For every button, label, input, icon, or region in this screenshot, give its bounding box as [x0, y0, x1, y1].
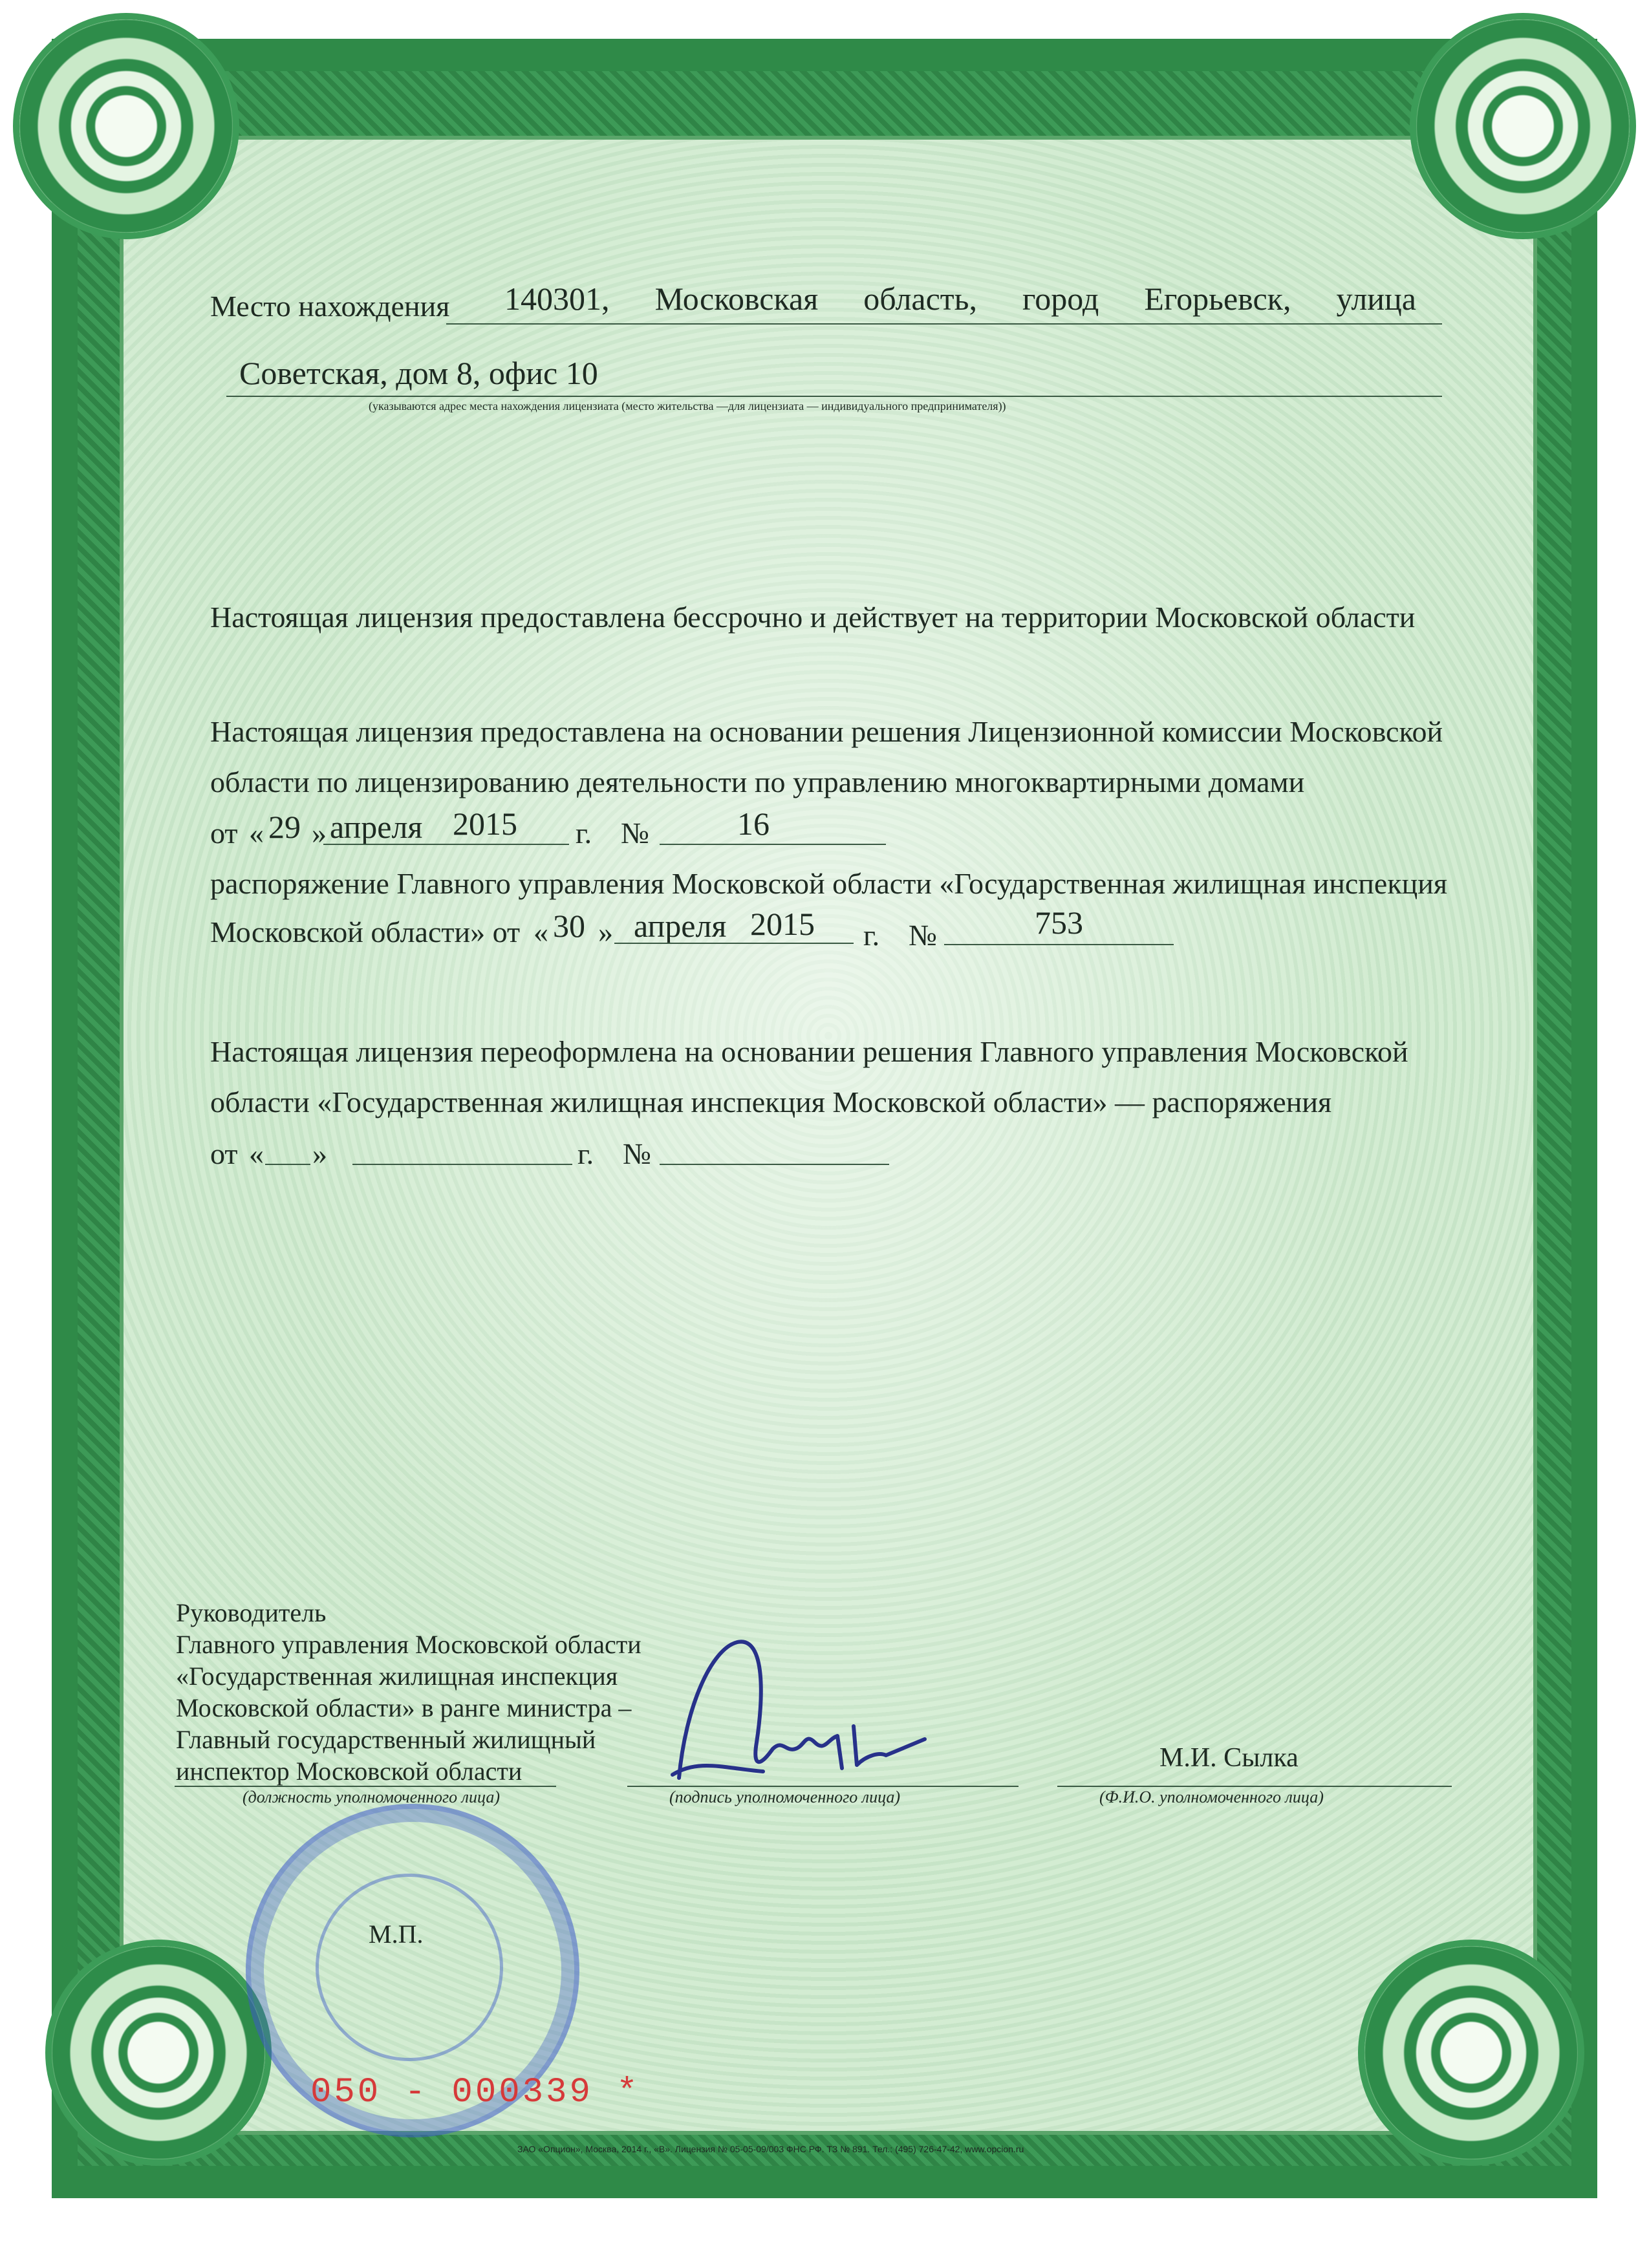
decision-from: от: [210, 817, 238, 850]
underline: [627, 1786, 1018, 1787]
address-word: Егорьевск,: [1144, 281, 1291, 317]
address-word: Московская: [654, 281, 819, 317]
order-year: 2015: [750, 906, 815, 942]
decision-year: 2015: [453, 806, 517, 842]
name-caption: (Ф.И.О. уполномоченного лица): [1099, 1788, 1324, 1806]
order-prefix: Московской области» от: [210, 915, 521, 948]
order-g: г.: [863, 919, 880, 952]
decision-number: 16: [737, 806, 770, 842]
underline: [352, 1164, 572, 1165]
serial-number: 050 - 000339 *: [310, 2073, 640, 2112]
address-word: 140301,: [504, 281, 610, 317]
underline: [660, 1164, 889, 1165]
rosette-ornament: [1364, 1946, 1578, 2159]
decision-day: 29: [268, 809, 301, 845]
order-close-quote: »: [598, 915, 613, 948]
position-line: «Государственная жилищная инспекция: [176, 1662, 618, 1691]
underline: [226, 396, 1442, 397]
underline: [265, 1164, 310, 1165]
rosette-ornament: [1416, 19, 1630, 233]
underline: [175, 1786, 556, 1787]
reissue-g: г.: [577, 1137, 594, 1170]
rosette-ornament: [19, 19, 233, 233]
order-day: 30: [553, 908, 585, 944]
seal-label: М.П.: [369, 1920, 424, 1949]
reissue-number-sign: №: [623, 1137, 651, 1170]
reissue-from: от: [210, 1137, 238, 1170]
position-line: Главный государственный жилищный: [176, 1725, 596, 1754]
decision-number-sign: №: [621, 817, 649, 850]
order-number-sign: №: [909, 919, 937, 952]
printer-imprint: ЗАО «Опцион», Москва, 2014 г., «В». Лицензия № 05-05-09/003 ФНС РФ. ТЗ № 891. Тел.: (495) 726-47-42, www.opcion.ru: [517, 2144, 1024, 2154]
location-label: Место нахождения: [210, 290, 450, 323]
address-word: улица: [1336, 281, 1416, 317]
signatory-name: М.И. Сылка: [1159, 1743, 1299, 1773]
location-address-line1: [504, 280, 1416, 317]
address-word: город: [1022, 281, 1099, 317]
position-line: Главного управления Московской области: [176, 1630, 641, 1659]
location-address-line2: Советская, дом 8, офис 10: [239, 355, 598, 391]
underline: [1057, 1786, 1452, 1787]
underline: [446, 323, 1442, 325]
underline: [323, 844, 569, 845]
position-caption: (должность уполномоченного лица): [242, 1788, 500, 1806]
decision-open-quote: «: [249, 817, 264, 850]
signatory-position: [176, 1597, 693, 1787]
underline: [614, 943, 854, 944]
order-month: апреля: [634, 908, 727, 944]
validity-statement: Настоящая лицензия предоставлена бессрочно и действует на территории Московской области: [210, 601, 1416, 634]
decision-month: апреля: [330, 809, 423, 845]
reissue-open-quote: «: [249, 1137, 264, 1170]
signature-image: [660, 1629, 938, 1791]
position-line: инспектор Московской области: [176, 1757, 523, 1786]
basis-line2: области по лицензированию деятельности по управлению многоквартирными домами: [210, 765, 1305, 798]
reissue-line1: Настоящая лицензия переоформлена на основании решения Главного управления Московской: [210, 1035, 1408, 1068]
underline: [944, 944, 1174, 945]
order-open-quote: «: [534, 915, 548, 948]
signature-caption: (подпись уполномоченного лица): [669, 1788, 901, 1806]
decision-close-quote: »: [312, 817, 327, 850]
position-line: Московской области» в ранге министра –: [176, 1693, 632, 1722]
underline: [660, 844, 886, 845]
decision-g: г.: [576, 817, 592, 850]
rosette-ornament: [52, 1946, 265, 2159]
seal-coat-of-arms: [316, 1874, 503, 2061]
order-number: 753: [1035, 904, 1083, 941]
reissue-close-quote: »: [312, 1137, 327, 1170]
basis-line1: Настоящая лицензия предоставлена на основании решения Лицензионной комиссии Московской: [210, 715, 1443, 748]
reissue-line2: области «Государственная жилищная инспекция Московской области» — распоряжения: [210, 1086, 1332, 1118]
position-line: Руководитель: [176, 1598, 327, 1627]
order-line1: распоряжение Главного управления Московской области «Государственная жилищная инспекция: [210, 867, 1448, 900]
location-caption: (указываются адрес места нахождения лицензиата (место жительства —для лицензиата — индивидуального предпринимателя)): [369, 400, 1006, 412]
address-word: область,: [863, 281, 977, 317]
